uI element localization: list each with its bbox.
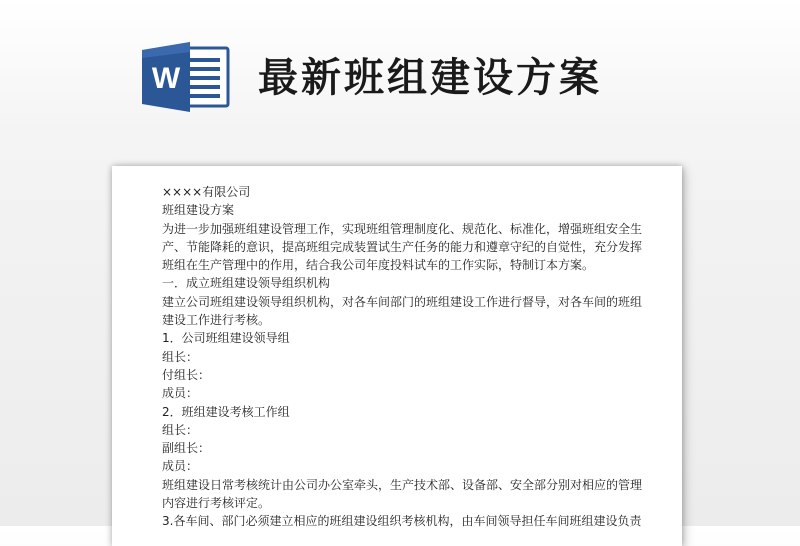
document-line: 一．成立班组建设领导组织机构 [162, 276, 331, 291]
document-line: 组长： [162, 422, 199, 437]
document-line: ××××有限公司 [162, 185, 251, 199]
document-line: 1．公司班组建设领导组 [162, 331, 290, 346]
document-line: 成员： [162, 459, 199, 474]
document-line: 2．班组建设考核工作组 [162, 404, 290, 419]
document-line: 班组建设日常考核统计由公司办公室牵头，生产技术部、设备部、安全部分别对相应的管理 [162, 477, 643, 492]
word-icon-letter: W [151, 62, 181, 95]
document-line: 班组在生产管理中的作用，结合我公司年度投料试车的工作实际，特制订本方案。 [162, 258, 595, 273]
document-line: 为进一步加强班组建设管理工作，实现班组管理制度化、规范化、标准化，增强班组安全生 [162, 221, 643, 236]
document-line: 成员： [162, 386, 199, 401]
document-body [162, 183, 662, 531]
document-line: 3.各车间、部门必须建立相应的班组建设组织考核机构，由车间领导担任车间班组建设负责 [162, 514, 642, 529]
document-line: 内容进行考核评定。 [162, 496, 271, 511]
document-line: 组长： [162, 349, 199, 364]
page-title: 最新班组建设方案 [258, 55, 602, 101]
document-line: 付组长： [162, 367, 211, 382]
word-document-icon [140, 42, 232, 112]
document-line: 建立公司班组建设领导组织机构，对各车间部门的班组建设工作进行督导，对各车间的班组 [162, 294, 643, 309]
document-line: 副组长： [162, 441, 211, 456]
document-line: 产、节能降耗的意识，提高班组完成装置试生产任务的能力和遵章守纪的自觉性，充分发挥 [162, 239, 643, 254]
header [0, 0, 800, 150]
document-line: 班组建设方案 [162, 203, 235, 218]
document-line: 建设工作进行考核。 [162, 313, 271, 328]
